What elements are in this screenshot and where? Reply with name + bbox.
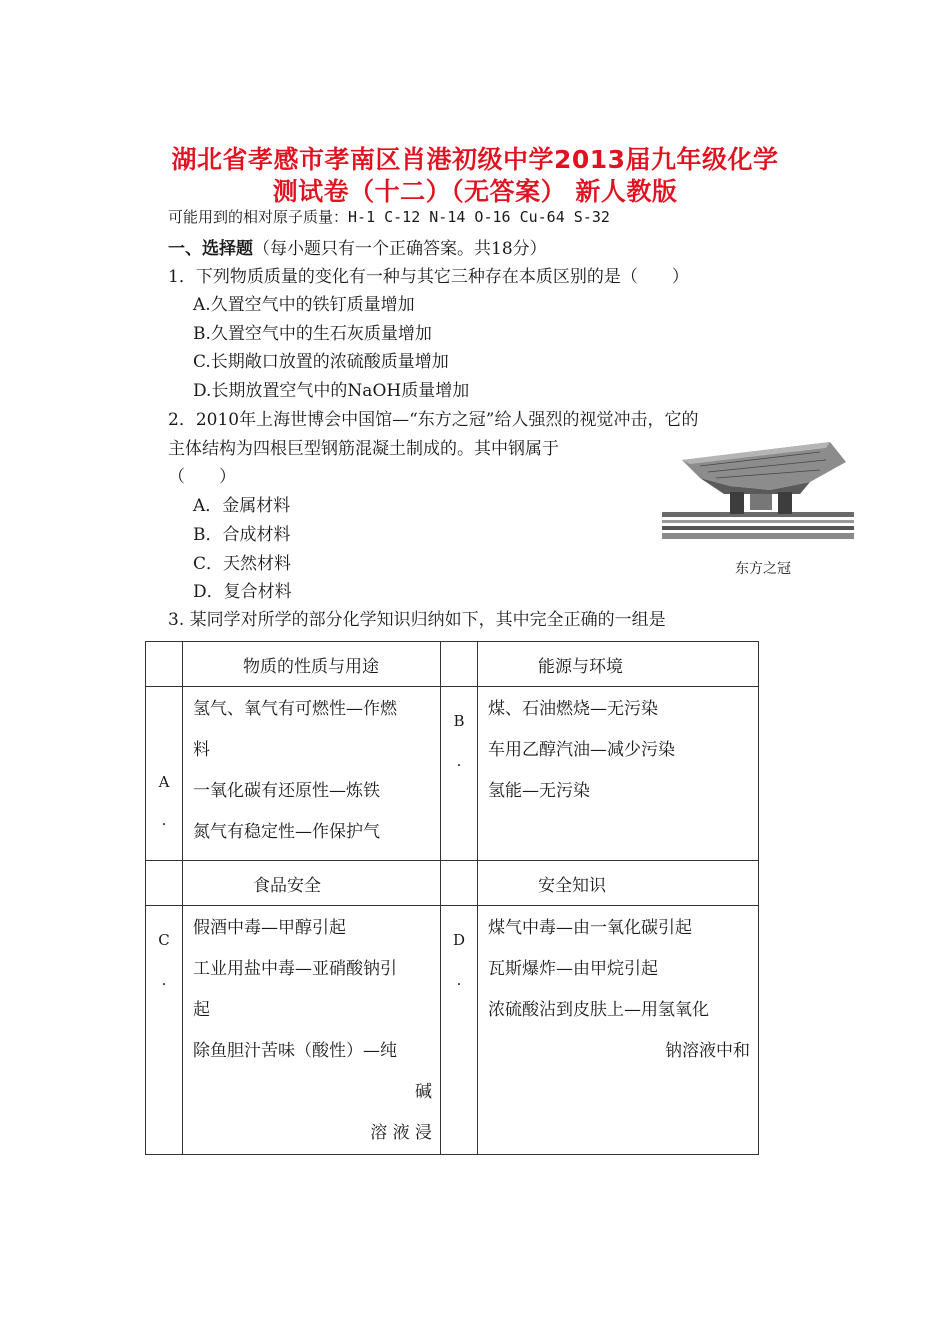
q1-option-b: B.久置空气中的生石灰质量增加 [193,324,432,344]
q2-option-d: D．复合材料 [193,582,292,602]
header-energy-environment [478,642,759,687]
cell-line: 氢能—无污染 [488,781,590,801]
q3-table [145,641,759,1155]
section-note: （每小题只有一个正确答案。共18分） [253,239,547,259]
q1-option-c: C.长期敞口放置的浓硫酸质量增加 [193,352,449,372]
label-b: B . [441,687,478,861]
cell-line: 氢气、氧气有可燃性—作燃 [193,699,397,719]
header-text: 能源与环境 [538,656,623,677]
title-line-1: 湖北省孝感市孝南区肖港初级中学2013届九年级化学 [171,145,779,174]
cell-line: 一氧化碳有还原性—炼铁 [193,781,380,801]
blank-cell [441,642,478,687]
figure-caption: 东方之冠 [735,561,791,577]
label-d: D . [441,906,478,1155]
section-heading [168,234,547,259]
atomic-masses: 可能用到的相对原子质量：H-1 C-12 N-14 O-16 Cu-64 S-32 [168,208,610,226]
cell-line: 氮气有稳定性—作保护气 [193,822,380,842]
table-row [146,642,759,687]
cell-line: 钠溶液中和 [665,1041,750,1061]
q1-stem: 1．下列物质质量的变化有一种与其它三种存在本质区别的是（ ） [168,267,689,287]
blank-cell [441,861,478,906]
blank-cell [146,861,183,906]
q2-option-c: C．天然材料 [193,554,292,574]
label-c: C . [146,906,183,1155]
china-pavilion-image [660,438,856,546]
table-row [146,687,759,861]
header-text: 安全知识 [538,875,606,896]
cell-line: 煤气中毒—由一氧化碳引起 [488,918,692,938]
q2-option-a: A．金属材料 [193,496,291,516]
cell-line: 假酒中毒—甲醇引起 [193,918,346,938]
cell-line: 料 [193,740,210,760]
cell-line: 车用乙醇汽油—减少污染 [488,740,675,760]
q3-stem: 3. 某同学对所学的部分化学知识归纳如下，其中完全正确的一组是 [168,610,666,630]
header-text: 食品安全 [253,875,321,896]
cell-line: 煤、石油燃烧—无污染 [488,699,658,719]
cell-a [183,687,441,861]
cell-line: 碱 [415,1082,432,1102]
cell-c [183,906,441,1155]
q1-option-a: A.久置空气中的铁钉质量增加 [193,295,415,315]
header-safety-knowledge [478,861,759,906]
q2-stem-line2: 主体结构为四根巨型钢筋混凝土制成的。其中钢属于 [168,439,559,459]
header-food-safety [183,861,441,906]
cell-line: 浓硫酸沾到皮肤上—用氢氧化 [488,1000,709,1020]
table-row [146,861,759,906]
blank-cell [146,642,183,687]
label-a: A . [146,687,183,861]
title-line-2: 测试卷（十二）（无答案） 新人教版 [272,177,678,206]
q2-paren: （ ） [168,467,236,487]
cell-d [478,906,759,1155]
header-properties-uses [183,642,441,687]
cell-line: 工业用盐中毒—亚硝酸钠引 [193,959,397,979]
cell-line: 起 [193,1000,210,1020]
cell-b [478,687,759,861]
cell-line: 除鱼胆汁苦味（酸性）—纯 [193,1041,397,1061]
table-row [146,906,759,1155]
section-title: 一、选择题 [168,239,253,259]
q1-option-d: D.长期放置空气中的NaOH质量增加 [193,381,470,401]
q2-option-b: B．合成材料 [193,525,291,545]
cell-line: 瓦斯爆炸—由甲烷引起 [488,959,658,979]
header-text: 物质的性质与用途 [243,656,379,677]
q2-stem-line1: 2．2010年上海世博会中国馆—“东方之冠”给人强烈的视觉冲击，它的 [168,410,699,430]
cell-line: 溶 液 浸 [370,1123,432,1143]
